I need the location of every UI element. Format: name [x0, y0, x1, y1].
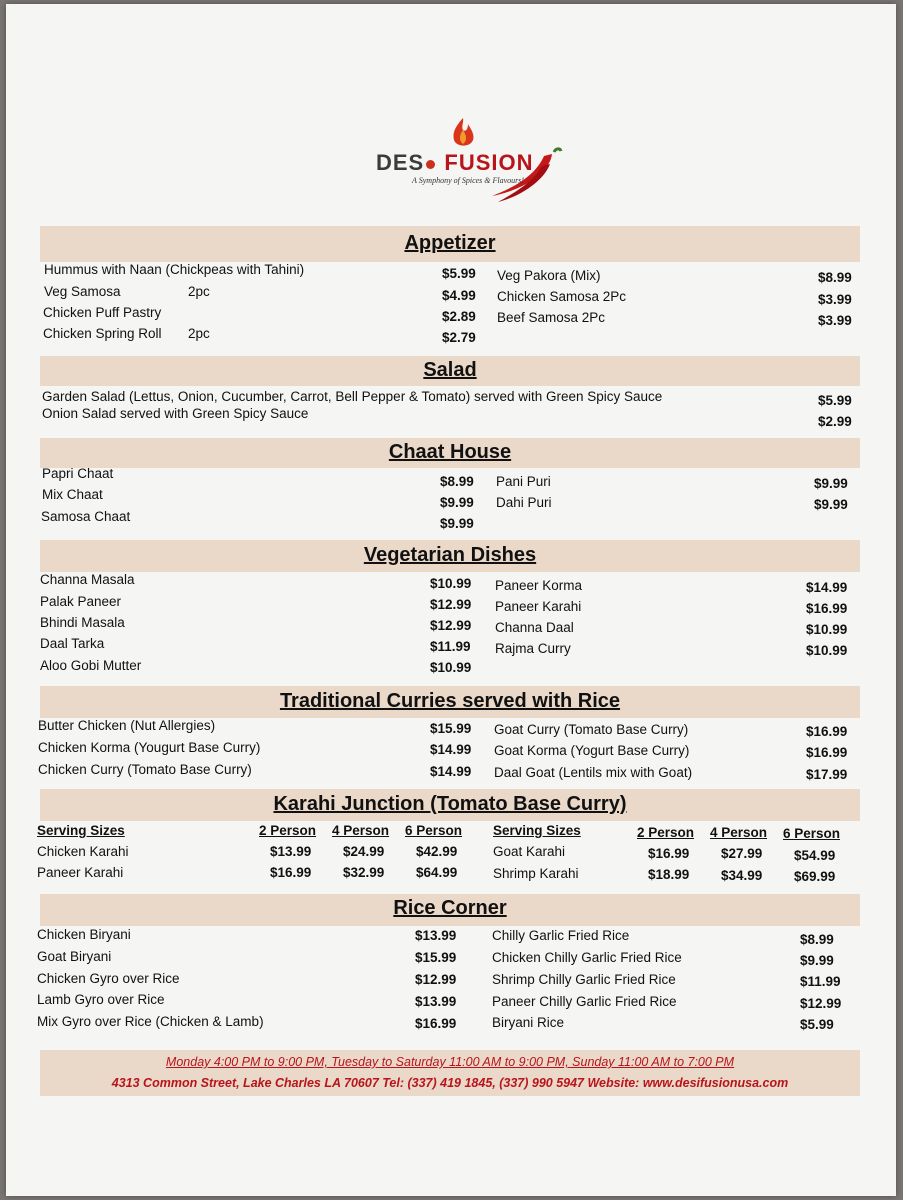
karahi-header-2p: 2 Person [259, 823, 317, 838]
karahi-title: Karahi Junction (Tomato Base Curry) [273, 793, 627, 815]
contact-address: 4313 Common Street, Lake Charles LA 70607 Tel: (337) 419 1845, (337) 990 5947 Website: www.desifusionusa.com [111, 1076, 789, 1090]
item-qty: 2pc [188, 284, 210, 299]
brand-divider [426, 160, 435, 169]
item-price: $15.99 [415, 950, 457, 965]
menu-item: Chicken Curry (Tomato Base Curry) [38, 762, 252, 777]
menu-item: Goat Karahi [493, 844, 566, 859]
item-price: $3.99 [818, 313, 852, 328]
item-price: $10.99 [430, 660, 472, 675]
item-price: $5.99 [818, 393, 852, 408]
menu-item: Aloo Gobi Mutter [40, 658, 142, 673]
item-price: $9.99 [440, 495, 474, 510]
item-price: $18.99 [648, 867, 690, 882]
menu-item: Paneer Karahi [495, 599, 582, 614]
menu-item: Channa Daal [495, 620, 574, 635]
item-price: $11.99 [430, 639, 471, 654]
item-price: $27.99 [721, 846, 763, 861]
salad-title: Salad [423, 359, 477, 381]
menu-item: Bhindi Masala [40, 615, 125, 630]
item-price: $9.99 [814, 497, 848, 512]
item-price: $13.99 [415, 928, 457, 943]
menu-item: Beef Samosa 2Pc [497, 310, 606, 325]
menu-page [6, 4, 896, 1196]
menu-item: Onion Salad served with Green Spicy Sauce [42, 406, 309, 421]
menu-item: Chicken Biryani [37, 927, 131, 942]
item-price: $8.99 [440, 474, 474, 489]
menu-item: Goat Korma (Yogurt Base Curry) [494, 743, 690, 758]
item-price: $10.99 [806, 622, 848, 637]
menu-item: Chicken Puff Pastry [43, 305, 162, 320]
menu-item: Dahi Puri [496, 495, 552, 510]
menu-item: Chicken Spring Roll [43, 326, 162, 341]
menu-item: Channa Masala [40, 572, 135, 587]
item-price: $9.99 [800, 953, 834, 968]
item-price: $64.99 [416, 865, 458, 880]
menu-item: Paneer Karahi [37, 865, 124, 880]
item-price: $11.99 [800, 974, 841, 989]
karahi-header-6p: 6 Person [405, 823, 463, 838]
menu-item: Papri Chaat [42, 466, 114, 481]
menu-item: Shrimp Chilly Garlic Fried Rice [492, 972, 676, 987]
menu-item: Samosa Chaat [41, 509, 131, 524]
item-price: $12.99 [430, 618, 472, 633]
item-price: $16.99 [648, 846, 690, 861]
veg-title: Vegetarian Dishes [363, 544, 537, 566]
menu-item: Chilly Garlic Fried Rice [492, 928, 630, 943]
item-price: $32.99 [343, 865, 385, 880]
item-price: $16.99 [415, 1016, 457, 1031]
item-price: $10.99 [430, 576, 472, 591]
karahi-header-sizes: Serving Sizes [493, 823, 581, 838]
menu-item: Hummus with Naan (Chickpeas with Tahini) [44, 262, 305, 277]
item-price: $42.99 [416, 844, 458, 859]
item-qty: 2pc [188, 326, 210, 341]
item-price: $17.99 [806, 767, 848, 782]
menu-item: Lamb Gyro over Rice [37, 992, 165, 1007]
karahi-header-4p: 4 Person [332, 823, 390, 838]
menu-item: Paneer Korma [495, 578, 583, 593]
karahi-header-4p: 4 Person [710, 825, 768, 840]
item-price: $8.99 [800, 932, 834, 947]
menu-item: Chicken Gyro over Rice [37, 971, 180, 986]
menu-item: Chicken Karahi [37, 844, 129, 859]
menu-item: Goat Curry (Tomato Base Curry) [494, 722, 689, 737]
menu-item: Palak Paneer [40, 594, 122, 609]
menu-item: Mix Gyro over Rice (Chicken & Lamb) [37, 1014, 264, 1029]
item-price: $13.99 [415, 994, 457, 1009]
item-price: $16.99 [806, 724, 848, 739]
item-price: $12.99 [415, 972, 457, 987]
item-price: $34.99 [721, 868, 763, 883]
item-price: $5.99 [442, 266, 476, 281]
item-price: $8.99 [818, 270, 852, 285]
item-price: $14.99 [806, 580, 848, 595]
item-price: $16.99 [806, 601, 848, 616]
menu-item: Chicken Samosa 2Pc [497, 289, 627, 304]
menu-item: Daal Goat (Lentils mix with Goat) [494, 765, 693, 780]
brand-tagline: A Symphony of Spices & Flavours! [412, 176, 525, 185]
menu-item: Mix Chaat [42, 487, 103, 502]
chaat-title: Chaat House [388, 441, 512, 463]
menu-item: Veg Samosa [44, 284, 121, 299]
karahi-header-sizes: Serving Sizes [37, 823, 125, 838]
item-price: $15.99 [430, 721, 472, 736]
item-price: $12.99 [800, 996, 842, 1011]
item-price: $13.99 [270, 844, 312, 859]
item-price: $54.99 [794, 848, 836, 863]
menu-item: Biryani Rice [492, 1015, 565, 1030]
menu-item: Pani Puri [496, 474, 551, 489]
item-price: $9.99 [440, 516, 474, 531]
item-price: $14.99 [430, 742, 472, 757]
item-price: $4.99 [442, 288, 476, 303]
brand-name-left: DES [376, 150, 425, 175]
menu-item: Paneer Chilly Garlic Fried Rice [492, 994, 677, 1009]
item-price: $5.99 [800, 1017, 834, 1032]
item-price: $3.99 [818, 292, 852, 307]
menu-item: Garden Salad (Lettus, Onion, Cucumber, Carrot, Bell Pepper & Tomato) served with Green Spicy Sauce [42, 389, 663, 404]
menu-item: Veg Pakora (Mix) [497, 268, 601, 283]
item-price: $14.99 [430, 764, 472, 779]
menu-item: Rajma Curry [495, 641, 571, 656]
item-price: $24.99 [343, 844, 385, 859]
opening-hours: Monday 4:00 PM to 9:00 PM, Tuesday to Saturday 11:00 AM to 9:00 PM, Sunday 11:00 AM to 7:00 PM [165, 1055, 735, 1069]
menu-item: Butter Chicken (Nut Allergies) [38, 718, 216, 733]
karahi-header-2p: 2 Person [637, 825, 695, 840]
flame-icon [448, 116, 478, 150]
menu-item: Chicken Korma (Yougurt Base Curry) [38, 740, 261, 755]
menu-item: Shrimp Karahi [493, 866, 579, 881]
item-price: $69.99 [794, 869, 836, 884]
item-price: $16.99 [270, 865, 312, 880]
rice-title: Rice Corner [393, 897, 507, 919]
menu-item: Goat Biryani [37, 949, 112, 964]
item-price: $16.99 [806, 745, 848, 760]
karahi-header-6p: 6 Person [783, 826, 841, 841]
item-price: $10.99 [806, 643, 848, 658]
menu-item: Chicken Chilly Garlic Fried Rice [492, 950, 682, 965]
menu-item: Daal Tarka [40, 636, 105, 651]
item-price: $2.89 [442, 309, 476, 324]
appetizer-title: Appetizer [404, 232, 496, 254]
item-price: $12.99 [430, 597, 472, 612]
brand-logo [376, 116, 566, 216]
brand-name-right: FUSION [444, 150, 534, 175]
item-price: $2.99 [818, 414, 852, 429]
brand-name [376, 150, 534, 176]
curries-title: Traditional Curries served with Rice [279, 690, 621, 712]
item-price: $9.99 [814, 476, 848, 491]
item-price: $2.79 [442, 330, 476, 345]
